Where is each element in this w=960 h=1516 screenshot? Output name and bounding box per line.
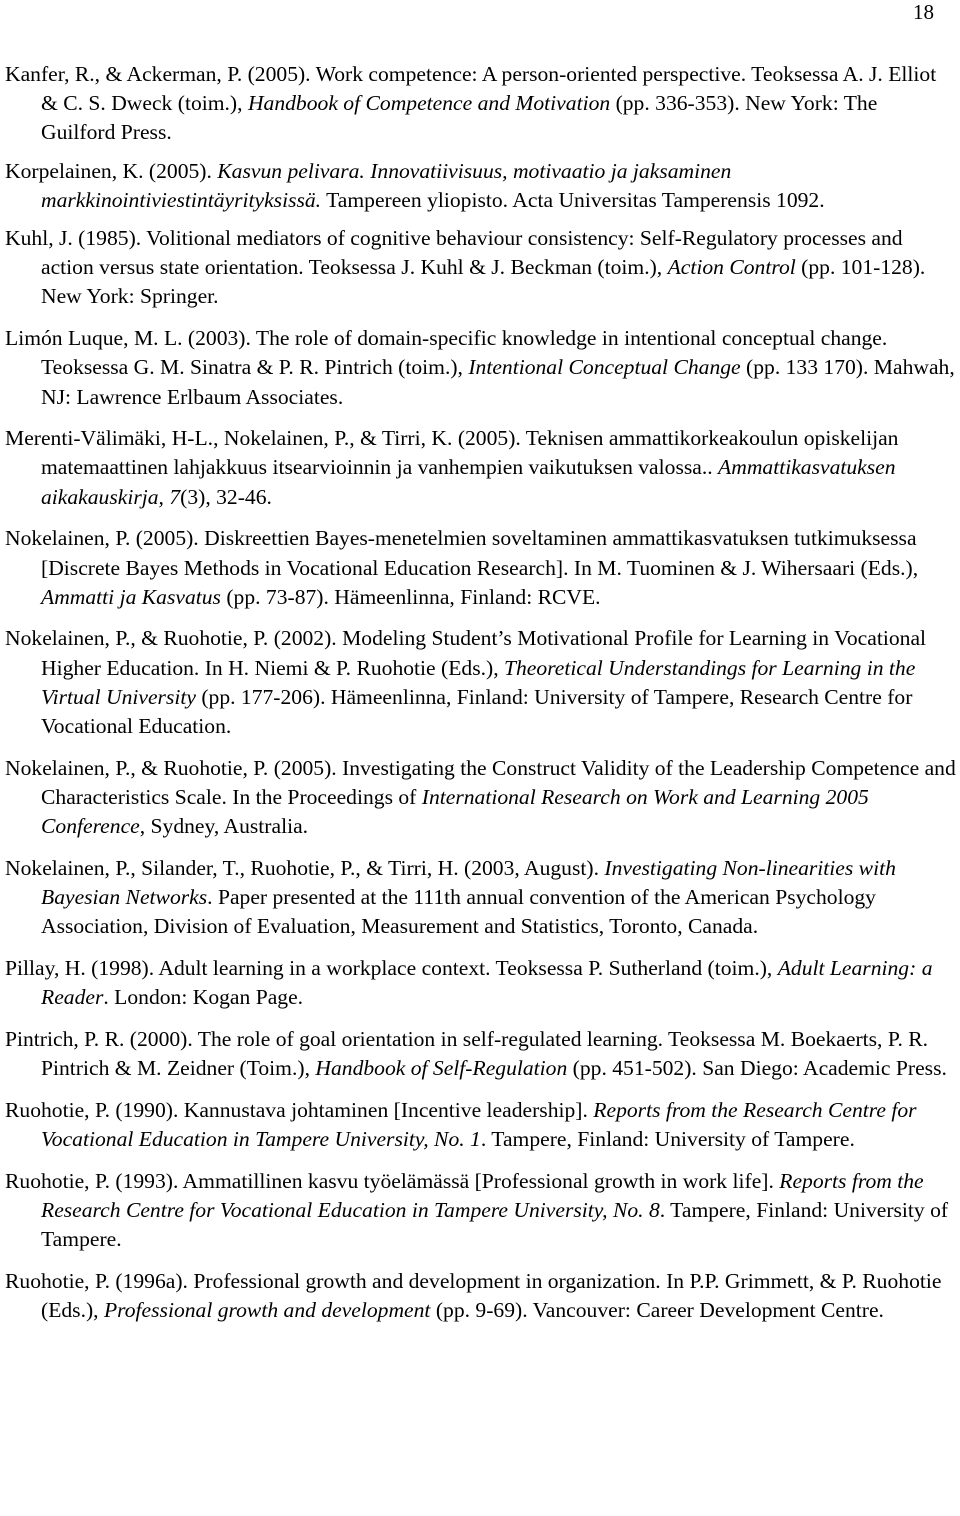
reference-text: Tampereen yliopisto. Acta Universitas Tamperensis 1092. [321, 187, 825, 212]
reference-text: . Tampere, Finland: University of Tampere. [41, 1197, 949, 1252]
reference-text: Nokelainen, P. (2005). Diskreettien Bayes-menetelmien soveltaminen ammattikasvatuksen tutkimuksessa [Discrete Bayes Methods in Vocational Education Research]. In M. Tuominen & J. Wihersaari (Eds.), [5, 526, 919, 580]
page-number: 18 [913, 0, 934, 24]
reference-text: , Sydney, Australia. [139, 814, 309, 839]
reference-text: Limón Luque, M. L. (2003). The role of domain-specific knowledge in intentional conceptual change. Teoksessa G. M. Sinatra & P. R. Pintrich (toim.), [5, 326, 888, 380]
reference-entry [5, 324, 957, 412]
reference-text: . Paper presented at the 111th annual convention of the American Psychology Association, Division of Evaluation, Measurement and Statistics, Toronto, Canada. [41, 885, 876, 939]
reference-text: Korpelainen, K. (2005). [5, 158, 218, 183]
reference-title-italic: Ammattikasvatuksen aikakauskirja, 7 [41, 455, 896, 509]
reference-title-italic: Kasvun pelivara. Innovatiivisuus, motivaatio ja jaksaminen markkinointiviestintäyrityksissä. [41, 158, 732, 212]
reference-entry [5, 60, 957, 148]
reference-title-italic: Reports from the Research Centre for Vocational Education in Tampere University, No. 8 [41, 1168, 924, 1222]
reference-text: (pp. 73-87). Hämeenlinna, Finland: RCVE. [220, 584, 601, 609]
reference-text: Kanfer, R., & Ackerman, P. (2005). Work competence: A person-oriented perspective. Teoksessa A. J. Elliot & C. S. Dweck (toim.), [5, 62, 937, 116]
reference-entry [5, 954, 957, 1012]
reference-text: Pintrich, P. R. (2000). The role of goal orientation in self-regulated learning. Teoksessa M. Boekaerts, P. R. Pintrich & M. Zeidner (Toim.), [5, 1026, 929, 1081]
reference-entry [5, 854, 957, 942]
reference-title-italic: Handbook of Competence and Motivation [247, 91, 611, 116]
reference-entry [5, 1267, 957, 1325]
reference-text: Ruohotie, P. (1990). Kannustava johtaminen [Incentive leadership]. [5, 1097, 594, 1122]
reference-text: Ruohotie, P. (1996a). Professional growth and development in organization. In P.P. Grimmett, & P. Ruohotie (Eds.), [5, 1268, 942, 1323]
reference-text: Kuhl, J. (1985). Volitional mediators of cognitive behaviour consistency: Self-Regulatory processes and action versus state orientation. Teoksessa J. Kuhl & J. Beckman (toim.), [5, 226, 903, 280]
reference-title-italic: Reports from the Research Centre for Vocational Education in Tampere University, No. 1 [41, 1097, 917, 1151]
reference-entry [5, 1167, 957, 1255]
reference-entry [5, 624, 957, 741]
reference-title-italic: Action Control [667, 255, 796, 280]
reference-text: Nokelainen, P., & Ruohotie, P. (2002). Modeling Student’s Motivational Profile for Learning in Vocational Higher Education. In H. Niemi & P. Ruohotie (Eds.), [5, 626, 927, 680]
reference-entry [5, 524, 957, 612]
reference-text: Ruohotie, P. (1993). Ammatillinen kasvu työelämässä [Professional growth in work life]. [5, 1168, 780, 1193]
reference-text: (pp. 9-69). Vancouver: Career Development Centre. [430, 1298, 884, 1323]
reference-text: (pp. 133 170). Mahwah, NJ: Lawrence Erlbaum Associates. [41, 355, 955, 409]
reference-text: (pp. 101-128). New York: Springer. [41, 255, 926, 309]
reference-title-italic: Intentional Conceptual Change [468, 355, 741, 380]
reference-entry [5, 1096, 957, 1154]
reference-text: Merenti-Välimäki, H-L., Nokelainen, P., & Tirri, K. (2005). Teknisen ammattikorkeakoulun opiskelijan matemaattinen lahjakkuus itsearvioinnin ja vanhempien vaikutuksen valossa.. [5, 426, 899, 480]
reference-text: Nokelainen, P., Silander, T., Ruohotie, P., & Tirri, H. (2003, August). [5, 855, 605, 880]
reference-text: (3), 32-46. [180, 484, 272, 509]
reference-title-italic: International Research on Work and Learning 2005 Conference [41, 784, 869, 839]
reference-list [5, 60, 957, 1338]
reference-title-italic: Professional growth and development [103, 1298, 431, 1323]
reference-entry [5, 157, 957, 215]
reference-text: . Tampere, Finland: University of Tampere. [480, 1127, 855, 1151]
reference-entry [5, 754, 957, 842]
reference-entry [5, 424, 957, 512]
reference-entry [5, 224, 957, 312]
reference-title-italic: Investigating Non-linearities with Bayesian Networks [41, 855, 896, 910]
reference-text: Pillay, H. (1998). Adult learning in a workplace context. Teoksessa P. Sutherland (toim.), [5, 955, 778, 980]
reference-text: (pp. 451-502). San Diego: Academic Press. [567, 1056, 947, 1081]
reference-text: . London: Kogan Page. [103, 985, 304, 1010]
reference-title-italic: Ammatti ja Kasvatus [41, 584, 221, 609]
reference-text: (pp. 177-206). Hämeenlinna, Finland: University of Tampere, Research Centre for Vocational Education. [41, 684, 913, 739]
reference-entry [5, 1025, 957, 1083]
reference-title-italic: Adult Learning: a Reader [41, 955, 933, 1010]
reference-text: (pp. 336-353). New York: The Guilford Press. [41, 91, 878, 145]
reference-title-italic: Handbook of Self-Regulation [315, 1056, 568, 1081]
reference-text: Nokelainen, P., & Ruohotie, P. (2005). Investigating the Construct Validity of the Leadership Competence and Characteristics Scale. In the Proceedings of [5, 755, 956, 809]
reference-title-italic: Theoretical Understandings for Learning in the Virtual University [41, 655, 916, 709]
